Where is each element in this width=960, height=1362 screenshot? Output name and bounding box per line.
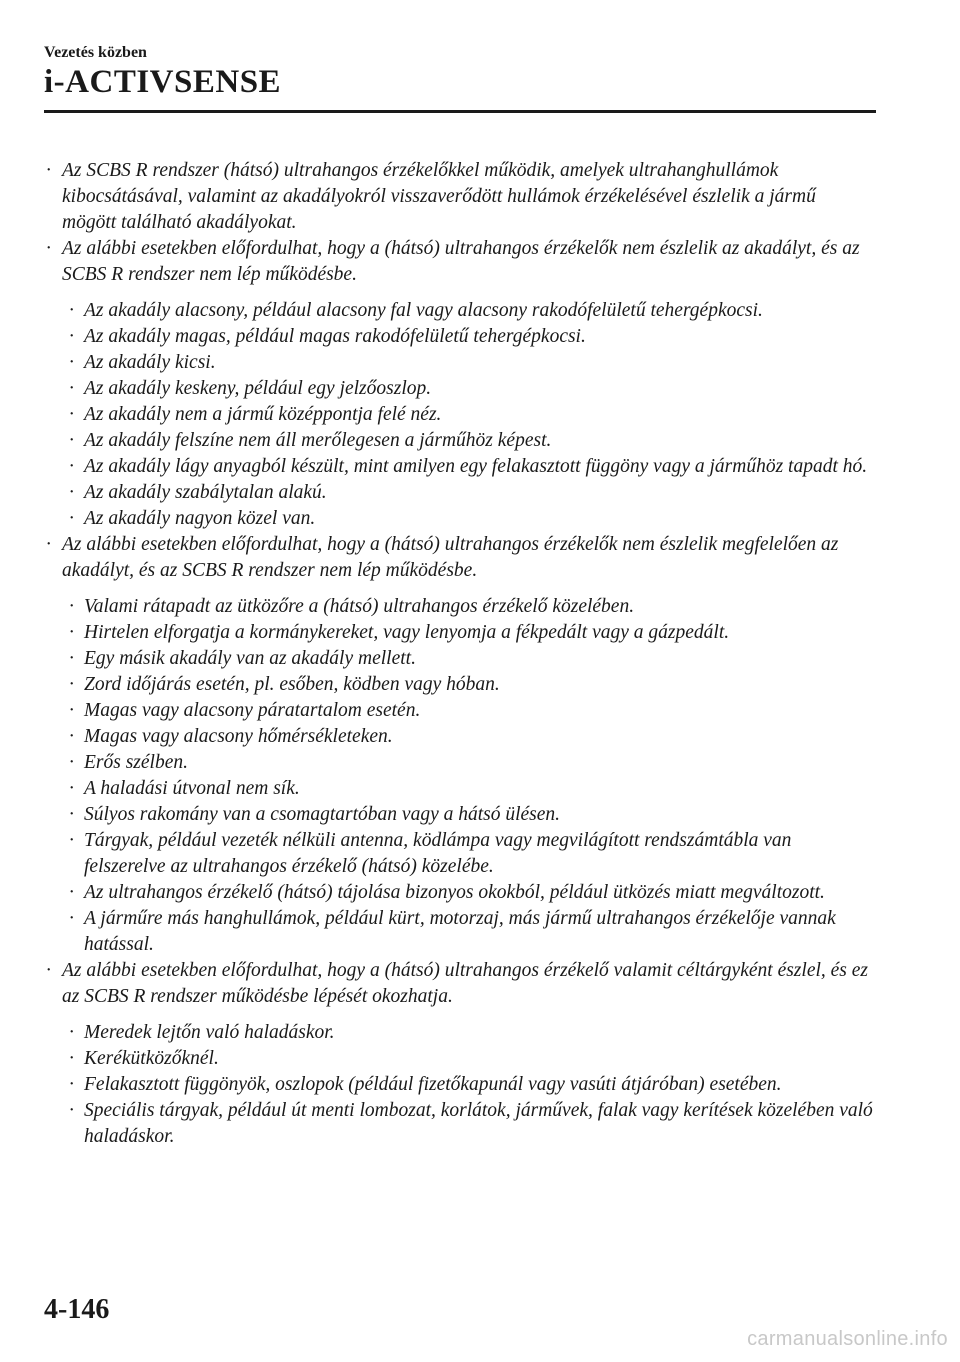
sub-list-item [44, 698, 874, 724]
section-label: Vezetés közben [44, 44, 147, 61]
sub-item-text: Magas vagy alacsony hőmérsékleteken. [84, 726, 393, 747]
bullet-dot: · [46, 160, 51, 181]
sub-item-text: Hirtelen elforgatja a kormánykereket, vagy lenyomja a fékpedált vagy a gázpedált. [84, 622, 730, 643]
bullet-dot: · [69, 430, 74, 451]
content-body [44, 158, 874, 1150]
bullet-dot: · [69, 882, 74, 903]
sub-item-text: Erős szélben. [84, 752, 188, 773]
bullet-dot: · [69, 404, 74, 425]
sub-list-item [44, 480, 874, 506]
bullet-dot: · [69, 378, 74, 399]
bullet-dot: · [46, 960, 51, 981]
sub-item-text: Speciális tárgyak, például út menti lombozat, korlátok, járművek, falak vagy kerítések közelében való haladáskor. [84, 1100, 873, 1147]
sub-item-text: Súlyos rakomány van a csomagtartóban vagy a hátsó ülésen. [84, 804, 561, 825]
bullet-dot: · [69, 622, 74, 643]
bullet-dot: · [69, 1100, 74, 1121]
sub-item-text: Az akadály nem a jármű középpontja felé néz. [84, 404, 442, 425]
bullet-dot: · [46, 534, 51, 555]
sub-list-item [44, 1020, 874, 1046]
bullet-dot: · [69, 300, 74, 321]
bullet-dot: · [69, 674, 74, 695]
sub-item-text: Zord időjárás esetén, pl. esőben, ködben vagy hóban. [84, 674, 500, 695]
bullet-dot: · [69, 908, 74, 929]
sub-item-text: Az ultrahangos érzékelő (hátsó) tájolása bizonyos okokból, például ütközés miatt megváltozott. [84, 882, 825, 903]
bullet-dot: · [69, 648, 74, 669]
sub-list-item [44, 454, 874, 480]
sub-list-item [44, 376, 874, 402]
sub-item-text: Felakasztott függönyök, oszlopok (például fizetőkapunál vagy vasúti átjáróban) esetében. [84, 1074, 782, 1095]
sub-list-item [44, 298, 874, 324]
sub-list-item [44, 324, 874, 350]
bullet-dot: · [69, 726, 74, 747]
bullet-dot: · [69, 352, 74, 373]
sub-list-item [44, 776, 874, 802]
bullet-paragraph [44, 158, 874, 236]
watermark: carmanualsonline.info [747, 1328, 948, 1350]
sub-item-text: Az akadály magas, például magas rakodófelületű tehergépkocsi. [84, 326, 586, 347]
bullet-dot: · [69, 596, 74, 617]
sub-list-item [44, 1072, 874, 1098]
sub-list-item [44, 828, 874, 880]
bullet-dot: · [69, 1074, 74, 1095]
sub-item-text: Valami rátapadt az ütközőre a (hátsó) ultrahangos érzékelő közelében. [84, 596, 635, 617]
bullet-paragraph [44, 532, 874, 584]
sub-list-item [44, 906, 874, 958]
sub-item-text: Kerékütközőknél. [84, 1048, 219, 1069]
sub-list-item [44, 594, 874, 620]
sub-list-item [44, 750, 874, 776]
sub-item-text: Az akadály keskeny, például egy jelzőoszlop. [84, 378, 432, 399]
sub-list-item [44, 506, 874, 532]
spacer [44, 288, 874, 298]
sub-list-item [44, 802, 874, 828]
bullet-dot: · [69, 752, 74, 773]
bullet-dot: · [69, 700, 74, 721]
bullet-paragraph [44, 958, 874, 1010]
sub-item-text: Magas vagy alacsony páratartalom esetén. [84, 700, 421, 721]
sub-item-text: Az akadály kicsi. [84, 352, 216, 373]
sub-list-item [44, 402, 874, 428]
paragraph-text: Az alábbi esetekben előfordulhat, hogy a (hátsó) ultrahangos érzékelők nem észlelik az akadályt, és az SCBS R rendszer nem lép működésbe. [62, 238, 860, 285]
paragraph-text: Az alábbi esetekben előfordulhat, hogy a (hátsó) ultrahangos érzékelők nem észlelik megfelelően az akadályt, és az SCBS R rendszer nem lép működésbe. [62, 534, 839, 581]
sub-list-item [44, 428, 874, 454]
sub-item-text: Az akadály szabálytalan alakú. [84, 482, 327, 503]
sub-item-text: Az akadály nagyon közel van. [84, 508, 316, 529]
chapter-title: i-ACTIVSENSE [44, 64, 282, 100]
sub-list-item [44, 1098, 874, 1150]
sub-item-text: A haladási útvonal nem sík. [84, 778, 300, 799]
bullet-dot: · [69, 508, 74, 529]
bullet-dot: · [69, 456, 74, 477]
bullet-dot: · [69, 804, 74, 825]
bullet-dot: · [69, 326, 74, 347]
sub-item-text: Egy másik akadály van az akadály mellett. [84, 648, 416, 669]
bullet-dot: · [46, 238, 51, 259]
sub-list-item [44, 620, 874, 646]
sub-list-item [44, 880, 874, 906]
sub-item-text: A járműre más hanghullámok, például kürt, motorzaj, más jármű ultrahangos érzékelője vannak hatással. [84, 908, 836, 955]
bullet-dot: · [69, 1048, 74, 1069]
paragraph-text: Az alábbi esetekben előfordulhat, hogy a (hátsó) ultrahangos érzékelő valamit céltárgyként észlel, és ez az SCBS R rendszer működésbe lépését okozhatja. [62, 960, 869, 1007]
bullet-dot: · [69, 1022, 74, 1043]
header-rule [44, 110, 876, 113]
sub-item-text: Az akadály alacsony, például alacsony fal vagy alacsony rakodófelületű tehergépkocsi. [84, 300, 763, 321]
sub-item-text: Az akadály lágy anyagból készült, mint amilyen egy felakasztott függöny vagy a járműhöz tapadt hó. [84, 456, 868, 477]
spacer [44, 584, 874, 594]
spacer [44, 1010, 874, 1020]
bullet-paragraph [44, 236, 874, 288]
sub-item-text: Meredek lejtőn való haladáskor. [84, 1022, 335, 1043]
sub-item-text: Az akadály felszíne nem áll merőlegesen a járműhöz képest. [84, 430, 552, 451]
sub-list-item [44, 1046, 874, 1072]
bullet-dot: · [69, 830, 74, 851]
bullet-dot: · [69, 778, 74, 799]
sub-item-text: Tárgyak, például vezeték nélküli antenna, ködlámpa vagy megvilágított rendszámtábla van felszerelve az ultrahangos érzékelő (hátsó) közelébe. [84, 830, 792, 877]
bullet-dot: · [69, 482, 74, 503]
sub-list-item [44, 350, 874, 376]
sub-list-item [44, 672, 874, 698]
page-number: 4-146 [44, 1294, 110, 1325]
sub-list-item [44, 724, 874, 750]
paragraph-text: Az SCBS R rendszer (hátsó) ultrahangos érzékelőkkel működik, amelyek ultrahanghullámok kibocsátásával, valamint az akadályokról visszaverődött hullámok érzékelésével észlelik a jármű mögött található akadályokat. [62, 160, 816, 233]
sub-list-item [44, 646, 874, 672]
